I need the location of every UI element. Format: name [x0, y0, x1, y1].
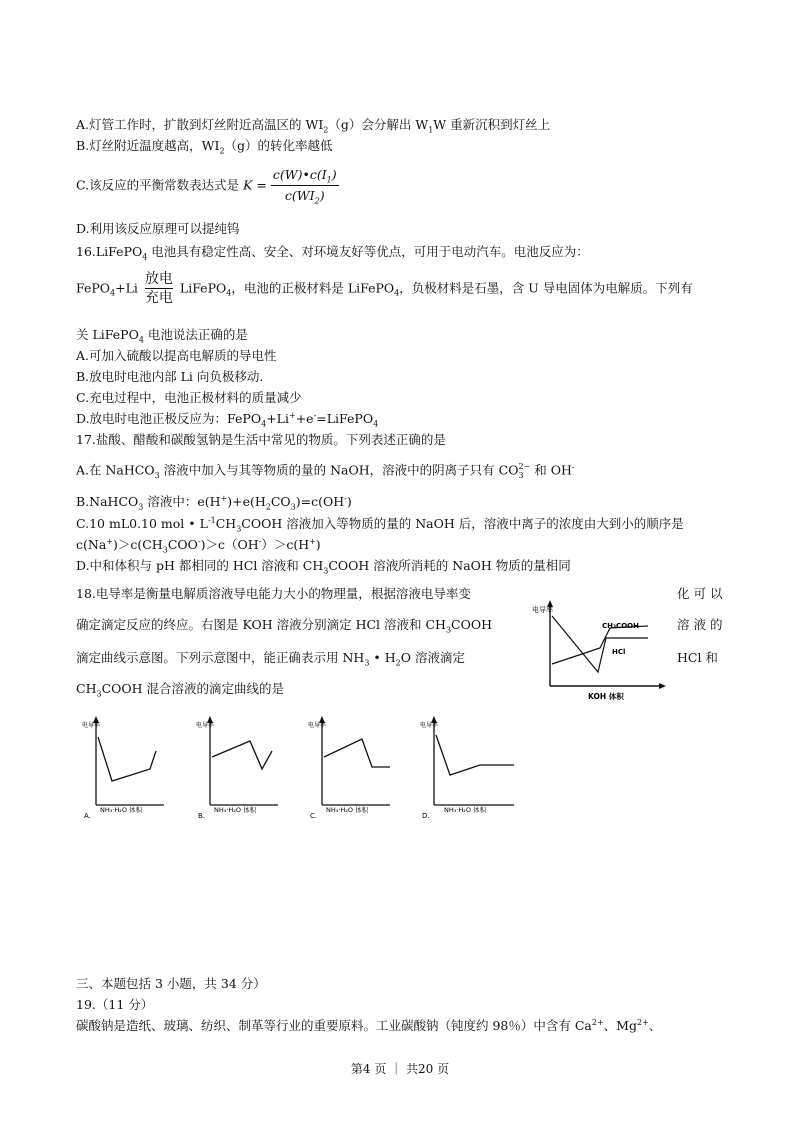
- q16-stem-line1: 16.LiFePO$_4$ 电池具有稳定性高、安全、对环境友好等优点，可用于电动汽车。电池反应为：: [76, 244, 589, 262]
- chart-b-xlabel: NH₃·H₂O 体积: [214, 806, 257, 814]
- q15-option-a: A.灯管工作时，扩散到灯丝附近高温区的 $WI_2(g)$会分解出 $W_1W$ 重新沉积到灯丝上: [76, 117, 551, 135]
- section-3-title: 三、本题包括 3 小题，共 34 分）: [76, 976, 266, 991]
- q18-line2-right: 溶 液 的: [677, 617, 723, 632]
- chart-a-curve: [98, 737, 156, 781]
- ref-series-hcl: HCl: [612, 648, 626, 656]
- ref-ch3cooh-curve: [552, 626, 648, 664]
- q18-line2: 确定滴定反应的终应。右图是 KOH 溶液分别滴定 HCl 溶液和 $CH_3COOH$: [76, 617, 493, 635]
- q17-option-a: A.在 NaHCO$_3$ 溶液中加入与其等物质的量的 NaOH，溶液中的阴离子只有 CO 2− 3 和 OH-: [76, 462, 575, 480]
- q16-option-c: C.充电过程中，电池正极材料的质量减少: [76, 390, 302, 405]
- q19-heading: 19.（11 分）: [76, 997, 154, 1012]
- q17-option-d: D.中和体积与 pH 都相同的 HCl 溶液和 $CH_3COOH$ 溶液所消耗的 NaOH 物质的量相同: [76, 558, 571, 576]
- ref-x-arrow: [659, 683, 666, 689]
- equilibrium-constant-fraction: $\frac{c(W)•c(I_1)}{c(WI_2)}$: [272, 167, 337, 206]
- q17-stem: 17.盐酸、醋酸和碳酸氢钠是生活中常见的物质。下列表述正确的是: [76, 432, 446, 447]
- q18-line1: 18.电导率是衡量电解质溶液导电能力大小的物理量，根据溶液电导率变: [76, 586, 471, 601]
- option-chart-b: [196, 716, 278, 820]
- ref-xlabel: KOH 体积: [588, 692, 624, 701]
- option-charts: [80, 715, 580, 825]
- q15-option-b: B.灯丝附近温度越高，$WI_2(g)$的转化率越低: [76, 138, 333, 156]
- q17-option-c-line2: $c(Na^+)>c(CH_3COO^-)>c(OH^-)>c(H^+)$: [76, 536, 321, 555]
- reversible-reaction-arrow: 放电 充电: [144, 271, 173, 306]
- q16-option-d: D.放电时电池正极反应为：FePO$_4$+Li++e-=LiFePO$_4$: [76, 410, 379, 429]
- q18-line4: $CH_3COOH$ 混合溶液的滴定曲线的是: [76, 681, 284, 699]
- chart-c-letter: C.: [310, 812, 318, 820]
- chart-c-ylabel: 电导率: [308, 722, 327, 729]
- chart-b-curve: [212, 741, 272, 769]
- q16-option-b: B.放电时电池内部 Li 向负极移动.: [76, 369, 264, 384]
- page-footer: 第4 页 ｜ 共20 页: [350, 1062, 450, 1076]
- q18-line3: 滴定曲线示意图。下列示意图中，能正确表示用 $NH_3$ • $H_2O$ 溶液滴定: [76, 650, 465, 668]
- q17-option-b: B.NaHCO$_3$ 溶液中：$e(H^+)+e(H_2CO_3)=c(OH^-)$: [76, 493, 352, 512]
- q15-option-d: D.利用该反应原理可以提纯钨: [76, 221, 240, 236]
- q19-text: 碳酸钠是造纸、玻璃、纺织、制革等行业的重要原料。工业碳酸钠（钝度约 98％）中含有 $Ca^{2+}$、$Mg^{2+}$、: [76, 1017, 662, 1033]
- chart-a-ylabel: 电导率: [82, 722, 101, 729]
- q17-option-c-line1: C.10 mL0.10 mol • $L^{-1}CH_3COOH$ 溶液加入等物质的量的 NaOH 后，溶液中离子的浓度由大到小的顺序是: [76, 515, 684, 534]
- chart-d-ylabel: 电导率: [420, 722, 439, 729]
- reference-titration-chart: [528, 598, 668, 708]
- q15-option-c: C.该反应的平衡常数表达式是 K = $\frac{c(W)•c(I_1)}{c(WI_2)}$: [76, 167, 337, 206]
- chart-b-letter: B.: [198, 812, 206, 820]
- q16-stem-line3: 关 LiFePO$_4$ 电池说法正确的是: [76, 327, 248, 345]
- q18-line1-right: 化 可 以: [677, 586, 723, 601]
- chart-a-xlabel: NH₃·H₂O 体积: [100, 806, 143, 814]
- chart-d-letter: D.: [422, 812, 430, 820]
- q16-equation-line: FePO$_4$+Li 放电 充电 LiFePO$_4$，电池的正极材料是 LiFePO$_4$，负极材料是石墨，含 U 导电固体为电解质。下列有: [76, 271, 693, 306]
- chart-d-xlabel: NH₃·H₂O 体积: [444, 806, 487, 814]
- ref-series-ch3cooh: CH₃COOH: [602, 622, 639, 630]
- chart-c-xlabel: NH₃·H₂O 体积: [326, 806, 369, 814]
- chart-b-ylabel: 电导率: [196, 722, 215, 729]
- option-chart-d: [420, 716, 514, 820]
- ref-ylabel: 电导率: [532, 606, 553, 614]
- chart-c-curve: [324, 739, 390, 767]
- option-chart-c: [308, 716, 390, 820]
- option-chart-a: [82, 716, 164, 820]
- q16-option-a: A.可加入硫酸以提高电解质的导电性: [76, 348, 277, 363]
- q18-line3-right: HCl 和: [677, 650, 718, 665]
- chart-d-curve: [436, 735, 514, 775]
- chart-a-letter: A.: [84, 812, 91, 820]
